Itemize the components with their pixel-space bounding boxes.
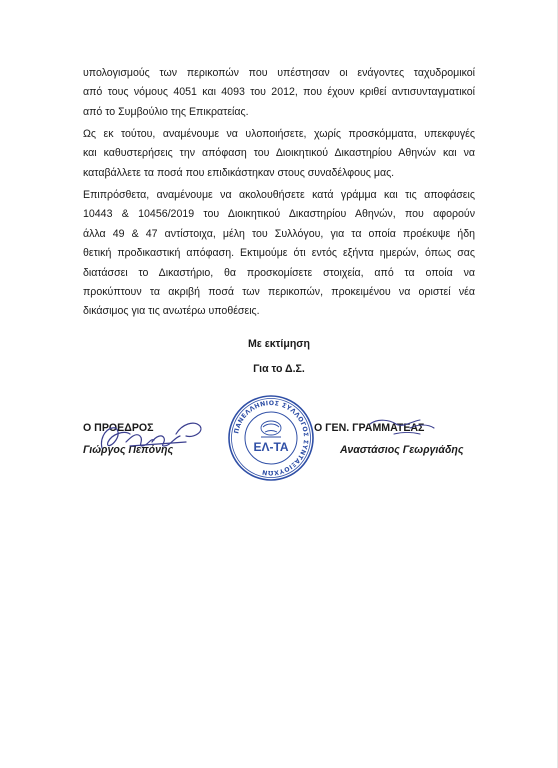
text-line: και καθυστερήσεις την απόφαση του Διοικητικού Δικαστηρίου Αθηνών και να [83, 147, 475, 160]
text-line: διατάσσει το Δικαστήριο, θα προσκομίσετε στοιχεία, από τα οποία να [83, 266, 475, 279]
text-line: δικάσιμος για τις ανωτέρω υποθέσεις. [83, 305, 260, 318]
text-line: προκύπτουν τα ακριβή ποσά των περικοπών, προκειμένου να οριστεί νέα [83, 286, 475, 299]
text-line: Επιπρόσθετα, αναμένουμε να ακολουθήσετε κατά γράμμα και τις αποφάσεις [83, 189, 475, 201]
text-line: 10443 & 10456/2019 του Διοικητικού Δικαστηρίου Αθηνών, που αφορούν [83, 208, 475, 221]
secretary-title: Ο ΓΕΝ. ΓΡΑΜΜΑΤΕΑΣ [314, 422, 425, 434]
association-stamp [227, 394, 315, 482]
paragraph-calculations [83, 64, 475, 122]
closing-regards: Με εκτίμηση [247, 338, 311, 350]
paragraph-additional-decisions [83, 186, 475, 322]
president-name: Γιώργος Πεπόνης [83, 444, 174, 456]
president-signature [90, 412, 210, 460]
text-line: άλλα 49 & 47 αντίστοιχα, μέλη του Συλλόγου, για τα οποία προέκυψε ήδη [83, 227, 475, 240]
text-line: Ως εκ τούτου, αναμένουμε να υλοποιήσετε, χωρίς προσκόμματα, υπεκφυγές [83, 128, 475, 140]
text-line: υπολογισμούς των περικοπών που υπέστησαν οι ενάγοντες ταχυδρομικοί [83, 67, 475, 79]
text-line: από τους νόμους 4051 και 4093 του 2012, που έχουν κριθεί αντισυνταγματικοί [83, 86, 475, 99]
president-title: Ο ΠΡΟΕΔΡΟΣ [83, 422, 154, 434]
text-line: θετική προδικαστική απόφαση. Εκτιμούμε ότι εντός εξήντα ημερών, όπως σας [83, 247, 475, 260]
secretary-name: Αναστάσιος Γεωργιάδης [340, 444, 464, 456]
paragraph-expectation [83, 125, 475, 183]
on-behalf-line: Για το Δ.Σ. [253, 363, 305, 375]
stamp-ring-text: ΠΑΝΕΛΛΗΝΙΟΣ ΣΥΛΛΟΓΟΣ ΣΥΝΤΑΞΙΟΥΧΩΝ [233, 399, 310, 477]
stamp-center-text: ΕΛ-ΤΑ [253, 440, 289, 454]
secretary-signature [350, 410, 460, 450]
text-line: καταβάλλετε τα ποσά που επιδικάστηκαν στους συναδέλφους μας. [83, 166, 395, 179]
text-line: από το Συμβούλιο της Επικρατείας. [83, 105, 249, 118]
